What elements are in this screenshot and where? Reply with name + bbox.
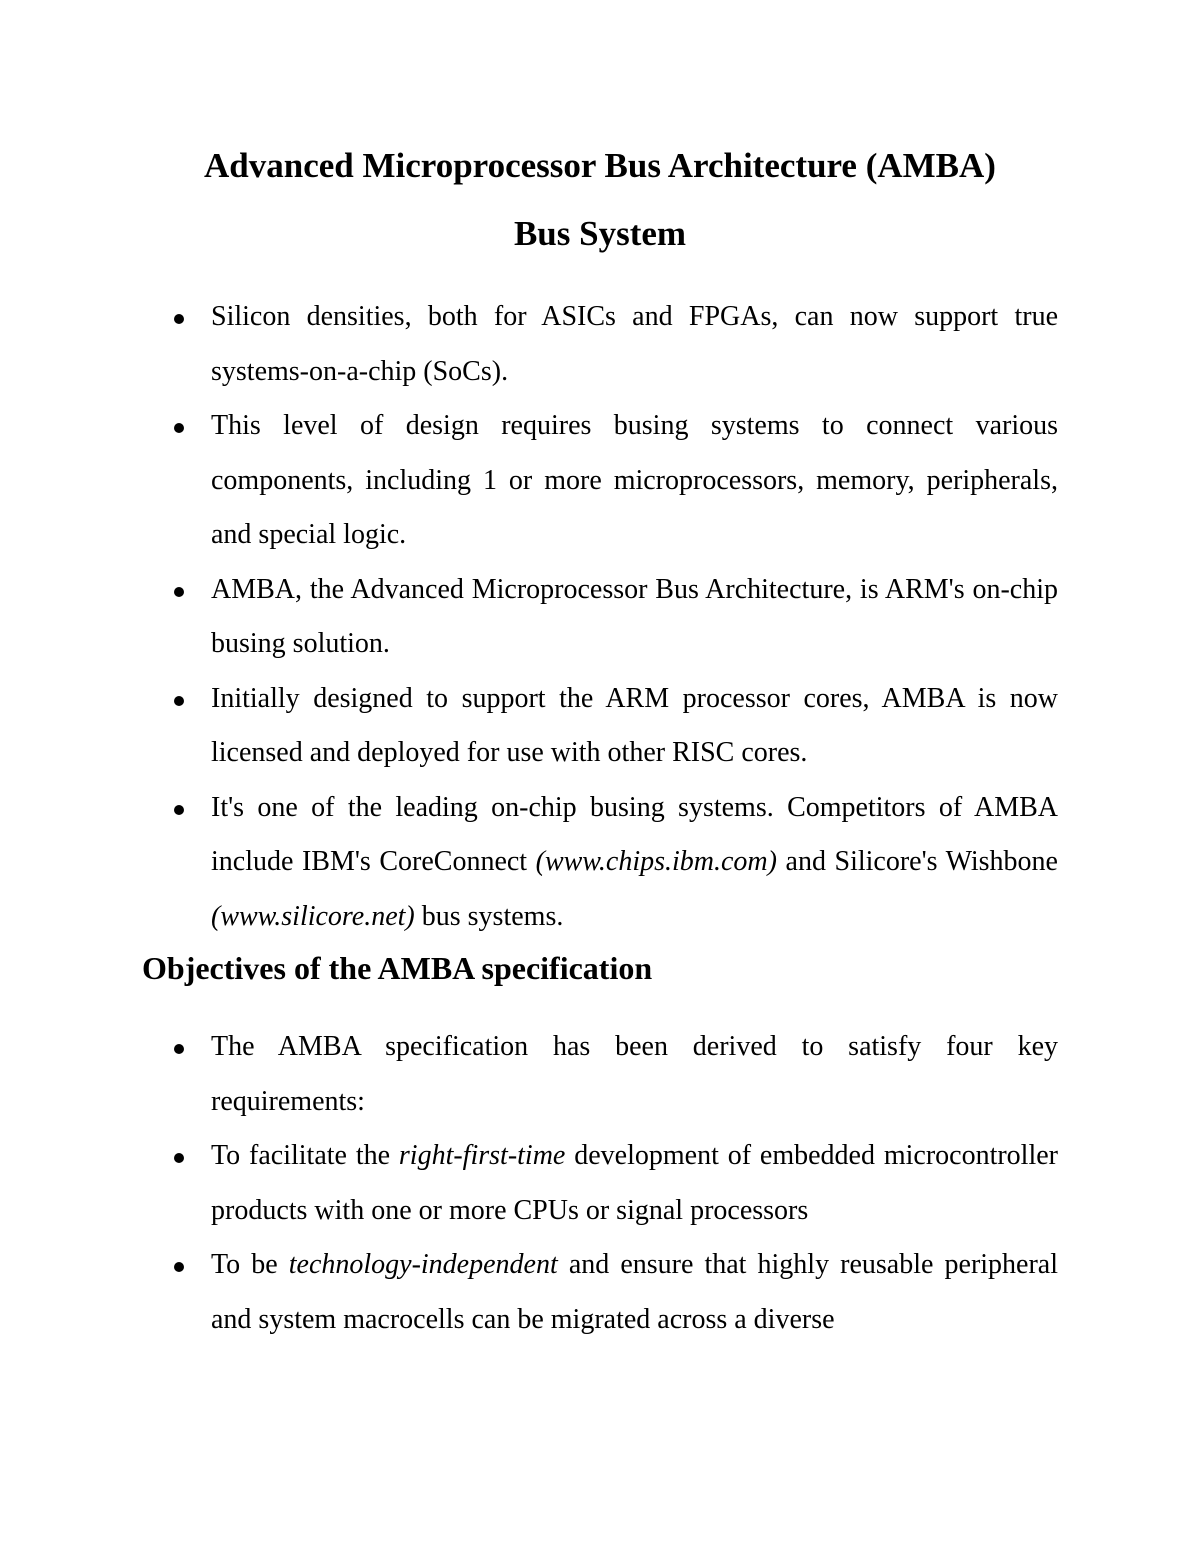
list-item xyxy=(0,1238,1200,1347)
document-title-line-1: Advanced Microprocessor Bus Architecture (AMBA) xyxy=(204,146,996,185)
bullet-icon xyxy=(174,805,184,815)
list-item xyxy=(0,399,1200,563)
list-item xyxy=(0,290,1200,399)
list-item-text: AMBA, the Advanced Microprocessor Bus Architecture, is ARM's on-chip busing solution. xyxy=(211,573,1058,659)
document-title-line-2: Bus System xyxy=(513,214,687,253)
bullet-icon xyxy=(174,1153,184,1163)
ibm-url-text: (www.chips.ibm.com) xyxy=(535,846,777,877)
emphasized-term: right-first-time xyxy=(398,1140,566,1171)
list-item xyxy=(0,563,1200,672)
emphasized-term: technology-independent xyxy=(288,1249,558,1280)
silicore-url-text: (www.silicore.net) xyxy=(211,900,415,932)
list-item-text: To be xyxy=(211,1249,289,1280)
list-item xyxy=(0,1020,1200,1129)
list-item-text: development of embedded microcontroller products with one or more CPUs or signal processors xyxy=(211,1140,1058,1226)
list-item xyxy=(0,672,1200,781)
list-item-text: Initially designed to support the ARM processor cores, AMBA is now licensed and deployed for use with other RISC cores. xyxy=(211,682,1058,768)
intro-bullet-list xyxy=(0,290,1200,944)
list-item xyxy=(0,1129,1200,1238)
objectives-bullet-list xyxy=(0,1020,1200,1347)
bullet-icon xyxy=(174,696,184,706)
list-item-text: and ensure that highly reusable peripheral and system macrocells can be migrated across a diverse xyxy=(211,1249,1059,1335)
list-item-text: This level of design requires busing systems to connect various components, including 1 or more microprocessors, memory, peripherals, and special logic. xyxy=(211,410,1058,550)
list-item-text: It's one of the leading on-chip busing systems. Competitors of AMBA include IBM's CoreConnect xyxy=(211,791,1058,877)
bullet-icon xyxy=(174,587,184,597)
section-heading-objectives: Objectives of the AMBA specification xyxy=(142,950,653,986)
bullet-icon xyxy=(174,423,184,433)
list-item xyxy=(0,781,1200,945)
bullet-icon xyxy=(174,1044,184,1054)
list-item-text: Silicon densities, both for ASICs and FPGAs, can now support true systems-on-a-chip (SoCs). xyxy=(211,301,1058,387)
list-item-text: bus systems. xyxy=(414,900,564,932)
list-item-text: The AMBA specification has been derived to satisfy four key requirements: xyxy=(211,1031,1058,1117)
list-item-text: To facilitate the xyxy=(211,1140,399,1171)
bullet-icon xyxy=(174,314,184,324)
list-item-text: and Silicore's Wishbone xyxy=(776,846,1058,877)
bullet-icon xyxy=(174,1262,184,1272)
